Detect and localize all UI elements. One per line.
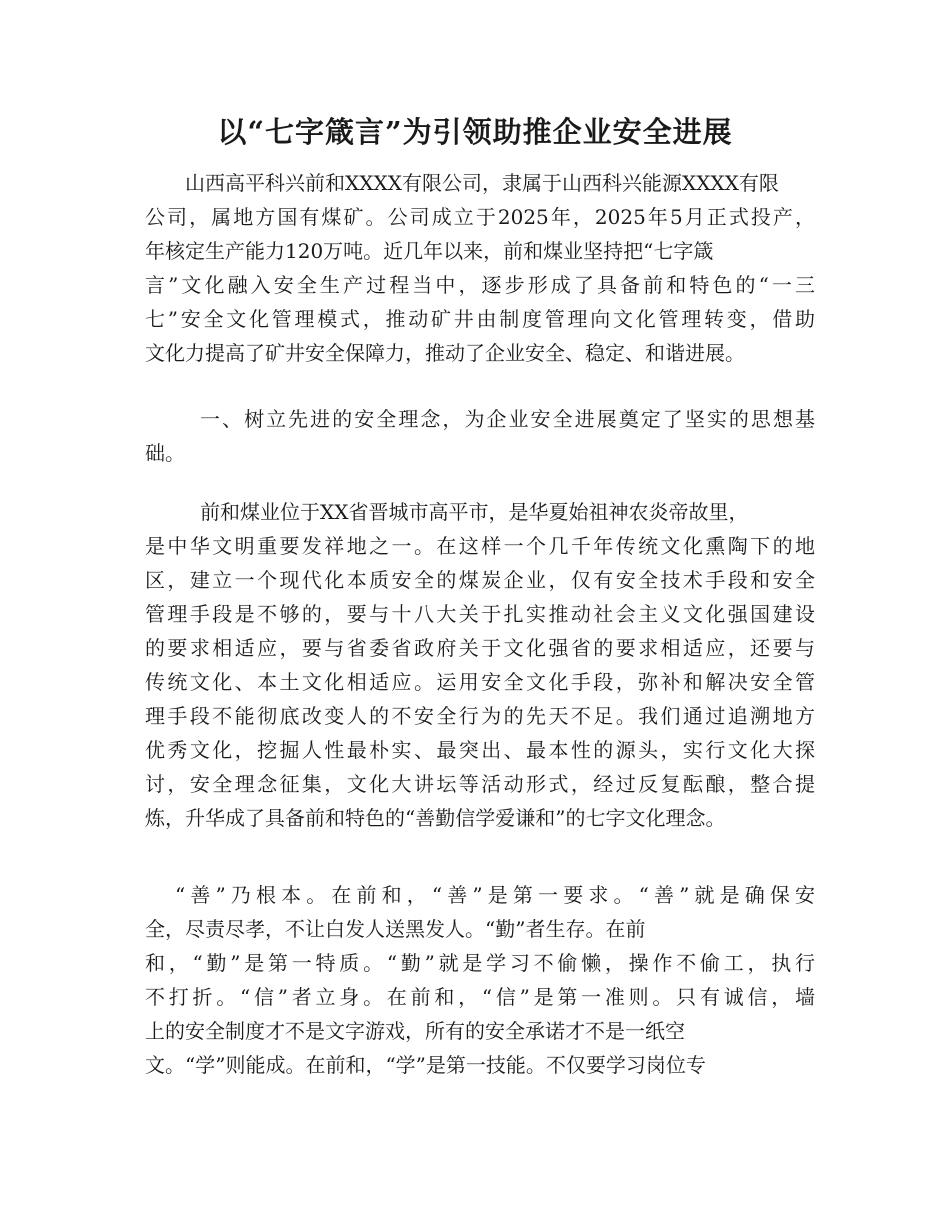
section-heading-1 [145, 402, 815, 470]
paragraph-line: 上的安全制度才不是文字游戏，所有的安全承诺才不是一纸空 [145, 1019, 685, 1043]
paragraph-line: 传统文化、本土文化相适应。运用安全文化手段，弥补和解决安全管 [145, 670, 815, 694]
paragraph-line: 年核定生产能力120万吨。近几年以来，前和煤业坚持把“七字箴 [145, 239, 714, 263]
paragraph-intro [145, 166, 815, 370]
paragraph-line: 全，尽责尽孝，不让白发人送黑发人。“勤”者生存。在前 [145, 917, 646, 941]
paragraph-line: 公司，属地方国有煤矿。公司成立于2025年，2025年5月正式投产， [145, 205, 815, 229]
paragraph-line: 不打折。“信”者立身。在前和，“信”是第一准则。只有诚信，墙 [145, 985, 815, 1009]
paragraph-line: 管理手段是不够的，要与十八大关于扎实推动社会主义文化强国建设 [145, 602, 815, 626]
paragraph-line: 是中华文明重要发祥地之一。在这样一个几千年传统文化熏陶下的地 [145, 534, 815, 558]
document-title: 以“七字箴言”为引领助推企业安全进展 [217, 115, 733, 149]
paragraph-culture [145, 495, 815, 835]
paragraph-line: 山西高平科兴前和XXXX有限公司，隶属于山西科兴能源XXXX有限 [185, 171, 779, 195]
paragraph-line: 理手段不能彻底改变人的不安全行为的先天不足。我们通过追溯地方 [145, 704, 815, 728]
paragraph-line: 炼，升华成了具备前和特色的“善勤信学爱谦和”的七字文化理念。 [145, 806, 726, 830]
paragraph-line: “善”乃根本。在前和，“善”是第一要求。“善”就是确保安 [175, 883, 815, 907]
paragraph-line: 一、树立先进的安全理念，为企业安全进展奠定了坚实的思想基 [200, 407, 815, 431]
paragraph-line: 文。“学”则能成。在前和，“学”是第一技能。不仅要学习岗位专 [145, 1053, 706, 1077]
paragraph-line: 前和煤业位于XX省晋城市高平市，是华夏始祖神农炎帝故里， [200, 500, 749, 524]
paragraph-line: 言”文化融入安全生产过程当中，逐步形成了具备前和特色的“一三 [145, 273, 815, 297]
paragraph-line: 和，“勤”是第一特质。“勤”就是学习不偷懒，操作不偷工，执行 [145, 951, 815, 975]
paragraph-line: 区，建立一个现代化本质安全的煤炭企业，仅有安全技术手段和安全 [145, 568, 815, 592]
paragraph-line: 七”安全文化管理模式，推动矿井由制度管理向文化管理转变，借助 [145, 307, 815, 331]
paragraph-line: 讨，安全理念征集，文化大讲坛等活动形式，经过反复酝酿，整合提 [145, 772, 815, 796]
paragraph-line: 的要求相适应，要与省委省政府关于文化强省的要求相适应，还要与 [145, 636, 815, 660]
paragraph-line: 文化力提高了矿井安全保障力，推动了企业安全、稳定、和谐进展。 [145, 341, 745, 365]
paragraph-line: 础。 [145, 441, 185, 465]
paragraph-seven-words [145, 878, 815, 1082]
paragraph-line: 优秀文化，挖掘人性最朴实、最突出、最本性的源头，实行文化大探 [145, 738, 815, 762]
